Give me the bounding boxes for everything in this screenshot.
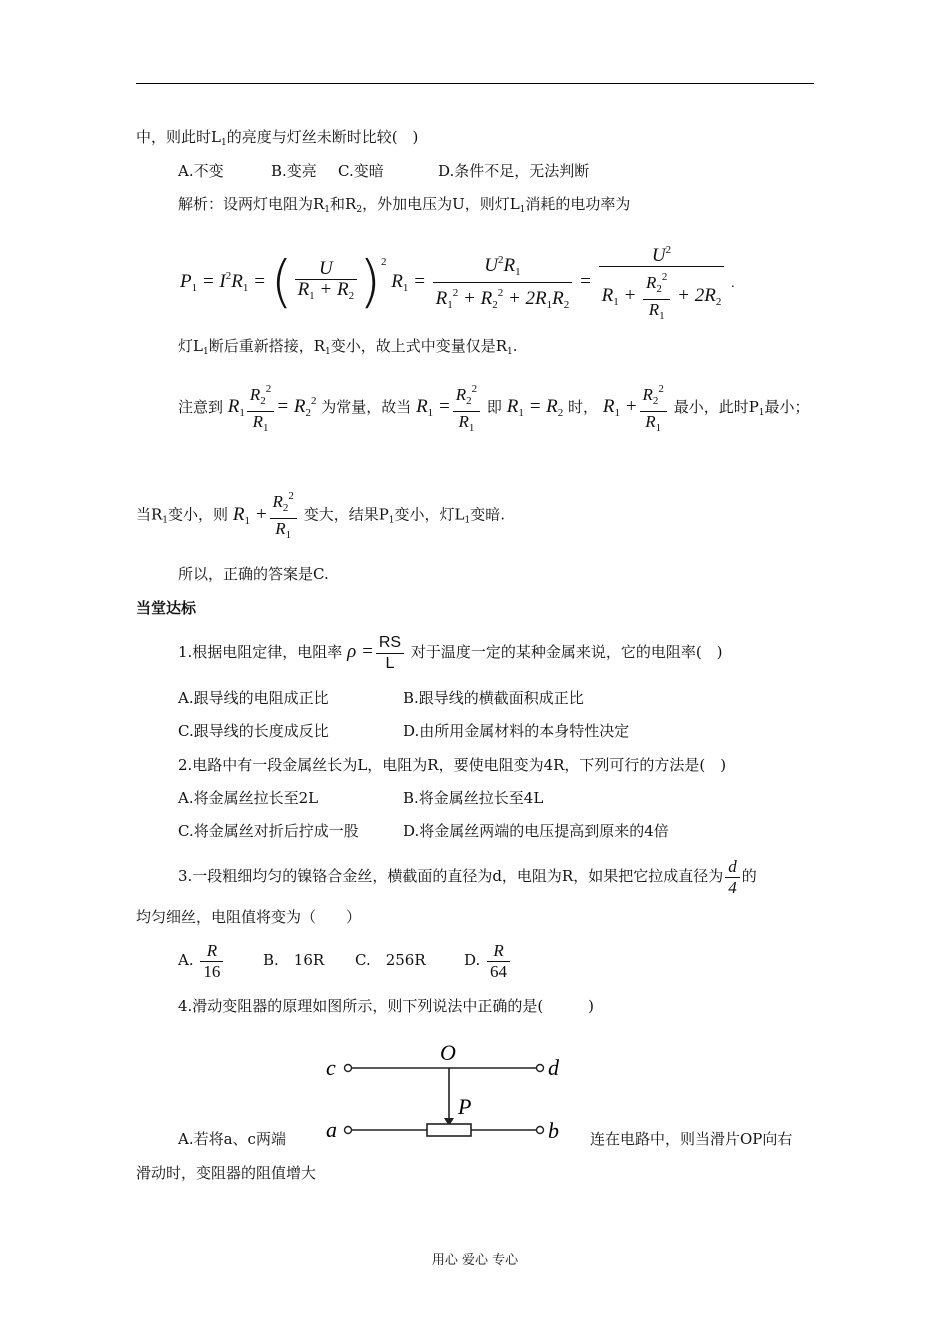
q3-option-d: D. $\frac{R}{64}$ [464, 937, 512, 983]
q4-option-a-cont2: 滑动时，变阻器的阻值增大 [136, 1164, 317, 1182]
question-3: 3.一段粗细均匀的镍铬合金丝，横截面的直径为d，电阻为R，如果把它拉成直径为 $\frac{d}{4}$ 的 [178, 856, 757, 897]
power-formula: $P_1 = I^2R_1$ = ( $\frac{U}{R_1 + R_2}$ )$^2$ $R_1$ = $\frac{U^2R_1}{R_1^2 + R_2^2 + 2R_1R_2}$ = $U^2$ $R_1$ + $\frac{R_2^2}{R_1}$ + $2R_2$ . [180, 232, 735, 326]
question-1: 1.根据电阻定律，电阻率 ρ = $\frac{RS}{L}$ 对于温度一定的某种金属来说，它的电阻率( ) [178, 633, 723, 672]
q1-option-c: C.跟导线的长度成反比 [178, 722, 329, 740]
terminal-a [345, 1127, 352, 1134]
analysis-text: 解析：设两灯电阻为$R_1$和$R_2$，外加电压为U，则灯$L_1$消耗的电功率为 [178, 195, 631, 215]
terminal-c [345, 1065, 352, 1072]
option-c: C.变暗 [338, 162, 384, 180]
question-2: 2.电路中有一段金属丝长为L，电阻为R，要使电阻变为4R，下列可行的方法是( ) [178, 756, 727, 774]
terminal-b [537, 1127, 544, 1134]
rheostat-diagram [318, 1040, 578, 1150]
q1-option-b: B.跟导线的横截面积成正比 [403, 689, 584, 707]
when-text: 当$R_1$变小，则 $R_1$ + $\frac{R_2^2}{R_1}$ 变大，结果$P_1$变小，灯$L_1$变暗. [136, 486, 505, 547]
page-footer: 用心 爱心 专心 [431, 1253, 519, 1268]
q2-option-b: B.将金属丝拉长至4L [403, 789, 544, 807]
label-a: a [326, 1117, 337, 1142]
section-title: 当堂达标 [136, 599, 197, 617]
q3-option-c: C. 256R [355, 951, 426, 969]
option-a: A.不变 [178, 162, 224, 180]
question-3-cont: 均匀细丝，电阻值将变为（ ） [136, 908, 362, 926]
q4-option-a: A.若将a、c两端 [178, 1130, 286, 1148]
q1-option-d: D.由所用金属材料的本身特性决定 [403, 722, 630, 740]
option-d: D.条件不足，无法判断 [438, 162, 590, 180]
q2-option-a: A.将金属丝拉长至2L [178, 789, 319, 807]
q2-option-c: C.将金属丝对折后拧成一股 [178, 822, 359, 840]
note-text: 注意到 $R_1$ $\frac{R_2^2}{R_1}$ = $R_2^2$ 为常量，故当 $R_1$ = $\frac{R_2^2}{R_1}$ 即 $R_1 = R_2$ 时， $R_1$ + $\frac{R_2^2}{R_1}$ 最小，此时$P_1$最小； [178, 375, 810, 439]
header-rule [136, 83, 814, 84]
conclusion-text: 所以，正确的答案是C. [178, 565, 329, 583]
q3-option-b: B. 16R [263, 951, 325, 969]
label-o: O [440, 1040, 456, 1065]
q3-option-a: A. $\frac{R}{16}$ [178, 937, 225, 983]
label-d: d [548, 1055, 559, 1080]
label-c: c [326, 1055, 336, 1080]
label-b: b [548, 1118, 559, 1143]
q4-option-a-cont: 连在电路中，则当滑片OP向右 [590, 1130, 793, 1148]
question-4: 4.滑动变阻器的原理如图所示，则下列说法中正确的是( ) [178, 997, 595, 1015]
resistor [427, 1124, 471, 1136]
label-p: P [458, 1094, 472, 1119]
option-b: B.变亮 [271, 162, 317, 180]
q1-option-a: A.跟导线的电阻成正比 [178, 689, 329, 707]
reconnect-text: 灯$L_1$断后重新搭接，$R_1$变小，故上式中变量仅是$R_1$. [178, 337, 518, 357]
terminal-d [537, 1065, 544, 1072]
question-continuation: 中，则此时$L_1$的亮度与灯丝未断时比较( ) [136, 128, 419, 148]
q2-option-d: D.将金属丝两端的电压提高到原来的4倍 [403, 822, 669, 840]
